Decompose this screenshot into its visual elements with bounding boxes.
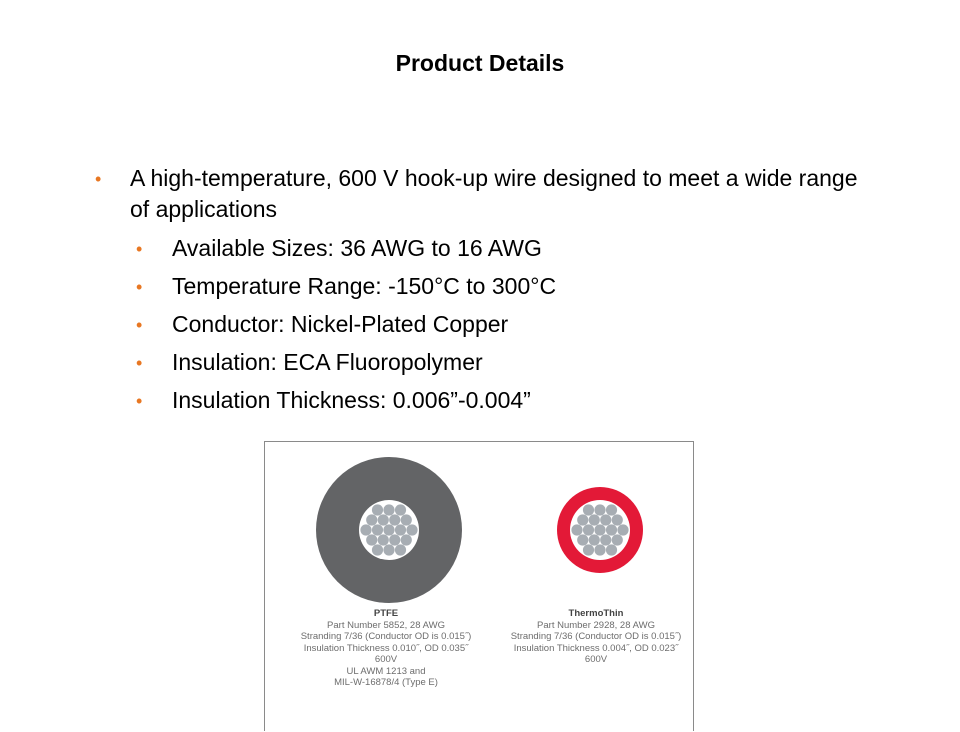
- strand: [606, 524, 617, 535]
- sub-bullet-thickness: [136, 385, 872, 416]
- sub-bullet-sizes: [136, 233, 872, 264]
- strand: [372, 504, 383, 515]
- bullet-dot-icon: •: [95, 169, 102, 189]
- strand: [594, 544, 605, 555]
- sub-bullet-insulation: [136, 347, 872, 378]
- sub-bullet-text: Conductor: Nickel-Plated Copper: [172, 311, 509, 337]
- wire-comparison-figure: [264, 441, 694, 731]
- strand: [383, 524, 394, 535]
- strand: [600, 534, 611, 545]
- strand: [372, 544, 383, 555]
- strand: [395, 524, 406, 535]
- sub-bullet-text: Temperature Range: -150°C to 300°C: [172, 273, 557, 299]
- bullet-dot-icon: •: [136, 239, 143, 259]
- sub-bullet-text: Available Sizes: 36 AWG to 16 AWG: [172, 235, 542, 261]
- strand: [360, 524, 371, 535]
- strand: [383, 504, 394, 515]
- strand: [594, 524, 605, 535]
- strand: [612, 514, 623, 525]
- bullet-dot-icon: •: [136, 391, 143, 411]
- strand: [589, 534, 600, 545]
- thermothin-caption-line: Insulation Thickness 0.004˝, OD 0.023˝: [513, 642, 679, 654]
- ptfe-caption-line: 600V: [374, 654, 398, 665]
- strand: [378, 534, 389, 545]
- bullet-dot-icon: •: [136, 277, 143, 297]
- ptfe-caption-line: UL AWM 1213 and: [346, 665, 426, 677]
- ptfe-caption-title: PTFE: [373, 608, 399, 619]
- strand: [372, 524, 383, 535]
- strand: [401, 534, 412, 545]
- strand: [395, 504, 406, 515]
- strand: [606, 544, 617, 555]
- strand: [583, 524, 594, 535]
- strand: [583, 504, 594, 515]
- ptfe-caption: [281, 608, 491, 689]
- strand: [378, 514, 389, 525]
- strand: [594, 504, 605, 515]
- thermothin-wire-cross-section: [557, 487, 643, 573]
- strand: [383, 544, 394, 555]
- thermothin-caption-line: 600V: [584, 654, 608, 665]
- ptfe-caption-line: Part Number 5852, 28 AWG: [327, 619, 445, 631]
- sub-bullet-text: Insulation Thickness: 0.006”-0.004”: [172, 387, 531, 413]
- slide-title: Product Details: [395, 50, 565, 76]
- ptfe-caption-line: Insulation Thickness 0.010˝, OD 0.035˝: [303, 642, 469, 654]
- bullet-dot-icon: •: [136, 353, 143, 373]
- ptfe-caption-line: MIL-W-16878/4 (Type E): [334, 677, 438, 688]
- strand: [406, 524, 417, 535]
- thermothin-caption-title: ThermoThin: [568, 608, 624, 619]
- thermothin-caption-line: Part Number 2928, 28 AWG: [537, 619, 655, 631]
- strand: [389, 534, 400, 545]
- strand: [583, 544, 594, 555]
- strand: [577, 534, 588, 545]
- strand: [617, 524, 628, 535]
- main-bullet: [95, 163, 870, 225]
- thermothin-caption: [491, 608, 701, 666]
- strand: [612, 534, 623, 545]
- sub-bullet-temperature: [136, 271, 872, 302]
- wire-cross-section-diagram: [265, 442, 695, 732]
- bullet-dot-icon: •: [136, 315, 143, 335]
- sub-bullet-text: Insulation: ECA Fluoropolymer: [172, 349, 483, 375]
- sub-bullet-conductor: [136, 309, 872, 340]
- strand: [366, 514, 377, 525]
- strand: [606, 504, 617, 515]
- strand: [571, 524, 582, 535]
- main-bullet-text: A high-temperature, 600 V hook-up wire designed to meet a wide range of applications: [130, 165, 858, 222]
- strand: [577, 514, 588, 525]
- strand: [366, 534, 377, 545]
- strand: [600, 514, 611, 525]
- strand: [395, 544, 406, 555]
- ptfe-wire-cross-section: [316, 457, 462, 603]
- strand: [389, 514, 400, 525]
- strand: [401, 514, 412, 525]
- thermothin-caption-line: Stranding 7/36 (Conductor OD is 0.015˝): [510, 631, 682, 642]
- strand: [589, 514, 600, 525]
- ptfe-caption-line: Stranding 7/36 (Conductor OD is 0.015˝): [300, 631, 472, 642]
